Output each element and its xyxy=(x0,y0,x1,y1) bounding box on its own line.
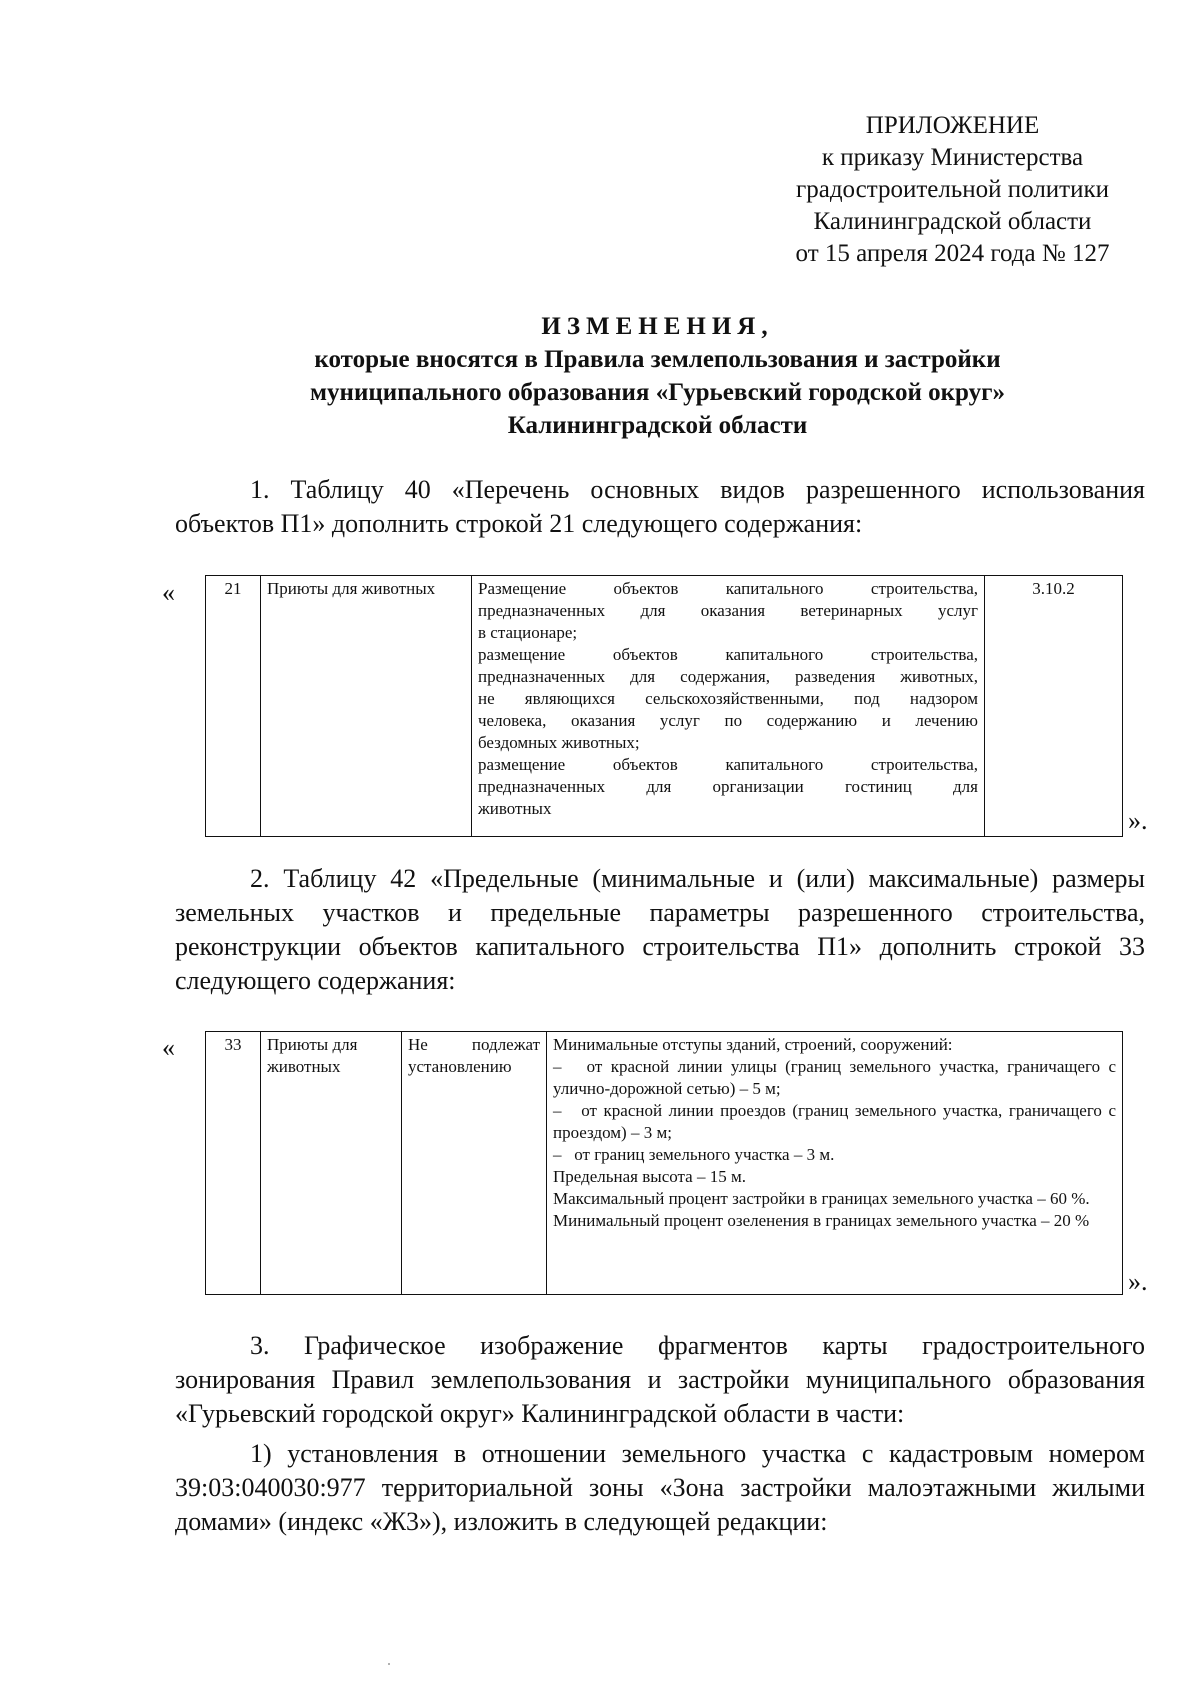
appendix-line: к приказу Министерства xyxy=(821,144,1084,171)
description-line: не являющихся сельскохозяйственными, под надзором xyxy=(478,689,978,708)
description-line: Размещение объектов капитального строительства, xyxy=(478,579,978,598)
item-3-subparagraph-1: 1) установления в отношении земельного участка с кадастровым номером 39:03:040030:977 территориальной зоны «Зона застройки малоэтажными жилыми домами» (индекс «Ж3»), изложить в следующей редакции: xyxy=(175,1439,1145,1536)
params-intro: Минимальные отступы зданий, строений, сооружений: xyxy=(553,1035,953,1054)
row-description xyxy=(472,576,985,837)
description-line: предназначенных для содержания, разведения животных, xyxy=(478,667,978,686)
table-row xyxy=(206,576,1123,837)
params-item: – от красной линии улицы (границ земельного участка, граничащего с улично-дорожной сетью) – 5 м; xyxy=(553,1057,1116,1098)
appendix-block xyxy=(760,110,1145,270)
description-line: человека, оказания услуг по содержанию и лечению xyxy=(478,711,978,730)
table-2-open-quote: « xyxy=(162,1033,175,1062)
description-line: в стационаре; xyxy=(478,623,578,642)
heading-line: Калининградской области xyxy=(507,412,808,439)
description-line: размещение объектов капитального строительства, xyxy=(478,755,978,774)
row-parameters xyxy=(547,1032,1123,1295)
row-name: Приюты для животных xyxy=(261,576,472,837)
params-green: Минимальный процент озеленения в границах земельного участка – 20 % xyxy=(553,1211,1090,1230)
description-line: животных xyxy=(478,799,552,818)
row-size: Не подлежат установлению xyxy=(402,1032,547,1295)
row-number: 33 xyxy=(206,1032,261,1295)
description-line: размещение объектов капитального строительства, xyxy=(478,645,978,664)
item-1-paragraph: 1. Таблицу 40 «Перечень основных видов разрешенного использования объектов П1» дополнить строкой 21 следующего содержания: xyxy=(175,475,1145,538)
params-item: – от границ земельного участка – 3 м. xyxy=(553,1145,835,1164)
appendix-line: ПРИЛОЖЕНИЕ xyxy=(865,112,1040,139)
params-height: Предельная высота – 15 м. xyxy=(553,1167,746,1186)
heading-line: которые вносятся в Правила землепользования и застройки xyxy=(314,346,1001,373)
appendix-line: градостроительной политики xyxy=(795,176,1110,203)
appendix-line: от 15 апреля 2024 года № 127 xyxy=(795,240,1110,267)
row-name: Приюты для животных xyxy=(261,1032,402,1295)
heading-line: муниципального образования «Гурьевский городской округ» xyxy=(310,379,1005,406)
table-row xyxy=(206,1032,1123,1295)
params-coverage: Максимальный процент застройки в границах земельного участка – 60 %. xyxy=(553,1189,1090,1208)
document-heading xyxy=(170,310,1145,442)
description-line: предназначенных для организации гостиниц для xyxy=(478,777,978,796)
item-3-paragraph: 3. Графическое изображение фрагментов карты градостроительного зонирования Правил землепользования и застройки муниципального образования «Гурьевский городской округ» Калининградской области в части: xyxy=(175,1331,1145,1428)
params-item: – от красной линии проездов (границ земельного участка, граничащего с проездом) – 3 м; xyxy=(553,1101,1116,1142)
heading-title: ИЗМЕНЕНИЯ, xyxy=(541,313,774,340)
description-line: предназначенных для оказания ветеринарных услуг xyxy=(478,601,978,620)
item-2-paragraph: 2. Таблицу 42 «Предельные (минимальные и (или) максимальные) размеры земельных участков и предельные параметры разрешенного строительства, реконструкции объектов капитального строительства П1» дополнить строкой 33 следующего содержания: xyxy=(175,864,1145,995)
row-code: 3.10.2 xyxy=(985,576,1123,837)
appendix-line: Калининградской области xyxy=(813,208,1092,235)
row-number: 21 xyxy=(206,576,261,837)
table-2-close-quote: ». xyxy=(1128,1267,1148,1296)
scan-speck xyxy=(388,1663,390,1665)
table-1-close-quote: ». xyxy=(1128,806,1148,835)
table-1 xyxy=(205,575,1123,837)
table-2 xyxy=(205,1031,1123,1295)
description-line: бездомных животных; xyxy=(478,733,640,752)
table-1-open-quote: « xyxy=(162,578,175,607)
